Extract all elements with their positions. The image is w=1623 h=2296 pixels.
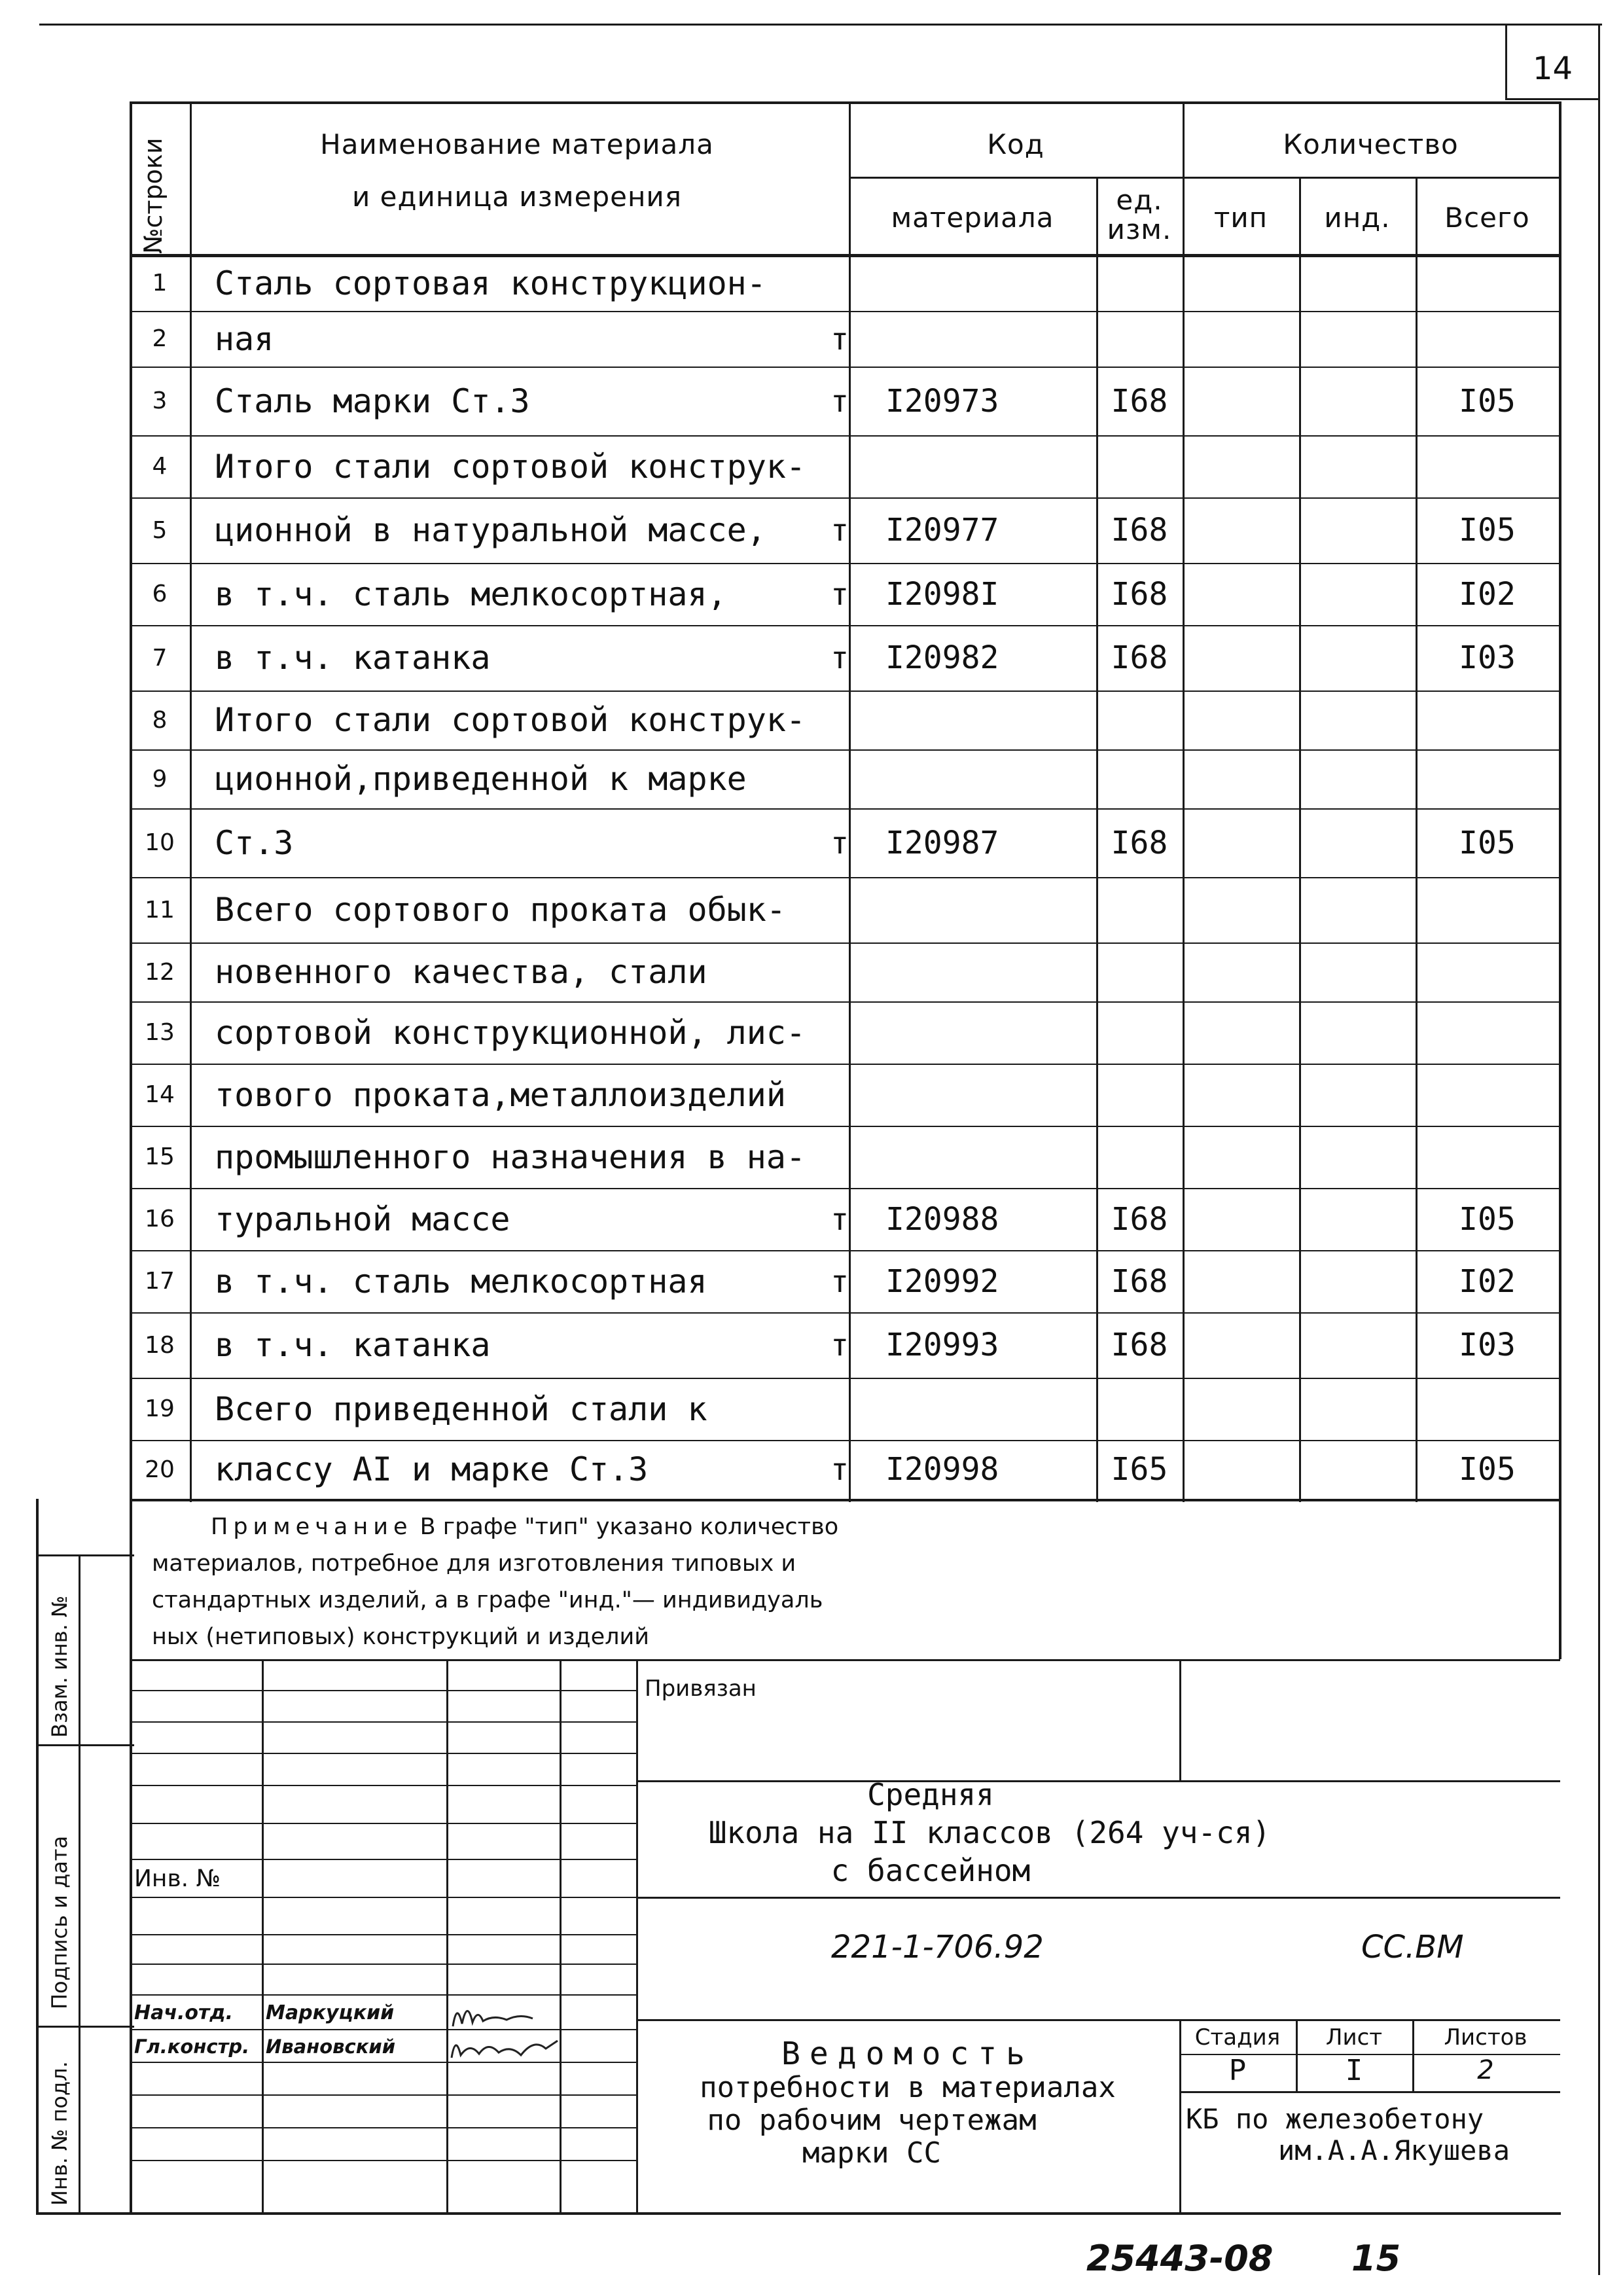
material-code bbox=[849, 749, 1133, 808]
unit-code: I68 bbox=[1111, 382, 1168, 420]
qty-type bbox=[1183, 625, 1299, 691]
qty-type bbox=[1183, 1126, 1299, 1188]
tb-sheet: I bbox=[1345, 2054, 1363, 2087]
row-number: 17 bbox=[145, 1268, 175, 1295]
unit-code bbox=[1096, 1001, 1183, 1064]
unit-code: I68 bbox=[1111, 1263, 1168, 1300]
material-name: Сталь сортовая конструкцион- bbox=[215, 264, 766, 302]
tb-org-line1: КБ по железобетону bbox=[1186, 2103, 1484, 2135]
side-stamp-line bbox=[36, 1554, 134, 1556]
note-line1 bbox=[152, 1509, 1526, 1545]
material-code bbox=[849, 1001, 1133, 1064]
row-number: 4 bbox=[152, 453, 168, 480]
page-number: 14 bbox=[1532, 50, 1573, 87]
qty-ind bbox=[1299, 1126, 1416, 1188]
grid-line bbox=[636, 1897, 1560, 1899]
material-name: в т.ч. катанка bbox=[215, 639, 491, 677]
qty-total bbox=[1416, 1001, 1559, 1064]
grid-line bbox=[446, 1659, 448, 2214]
material-name: в т.ч. сталь мелкосортная bbox=[215, 1262, 707, 1300]
header-code-material: материала bbox=[891, 202, 1054, 234]
grid-line bbox=[130, 1785, 636, 1786]
signature-2 bbox=[448, 2029, 562, 2066]
qty-ind bbox=[1299, 808, 1416, 877]
material-code bbox=[849, 435, 1133, 497]
header-name-line2: и единица измерения bbox=[352, 180, 682, 213]
tb-sheets-label: Листов bbox=[1444, 2024, 1527, 2051]
header-code-unit-l1: ед. bbox=[1116, 183, 1163, 216]
unit-code bbox=[1096, 1064, 1183, 1126]
unit-code: I68 bbox=[1111, 575, 1168, 613]
material-unit: т bbox=[830, 1452, 849, 1487]
table-top-line bbox=[130, 101, 1560, 104]
qty-type bbox=[1183, 691, 1299, 749]
tb-sheet-label: Лист bbox=[1325, 2024, 1383, 2051]
qty-ind bbox=[1299, 311, 1416, 367]
grid-line bbox=[1179, 2091, 1560, 2093]
qty-type bbox=[1183, 877, 1299, 942]
material-unit: т bbox=[830, 321, 849, 357]
qty-ind bbox=[1299, 497, 1416, 563]
tb-inv-no: Инв. № bbox=[134, 1865, 221, 1892]
title-block-top bbox=[130, 1659, 1560, 1661]
grid-line bbox=[560, 1659, 562, 2214]
unit-code: I65 bbox=[1111, 1451, 1168, 1488]
grid-line bbox=[130, 2094, 636, 2096]
material-name: в т.ч. катанка bbox=[215, 1326, 491, 1364]
qty-ind bbox=[1299, 1378, 1416, 1440]
unit-code: I68 bbox=[1111, 1327, 1168, 1363]
row-number: 1 bbox=[152, 270, 168, 296]
tb-stage-label: Стадия bbox=[1194, 2024, 1281, 2051]
qty-type bbox=[1183, 311, 1299, 367]
footer-page: 15 bbox=[1351, 2237, 1401, 2279]
header-qty-total: Всего bbox=[1444, 202, 1530, 234]
qty-ind bbox=[1299, 1250, 1416, 1312]
qty-total: I03 bbox=[1459, 1327, 1516, 1363]
tb-sheets: 2 bbox=[1477, 2055, 1494, 2085]
qty-total bbox=[1416, 691, 1559, 749]
material-name: новенного качества, стали bbox=[215, 953, 707, 991]
footer-archive-number: 25443-08 bbox=[1086, 2237, 1274, 2279]
qty-ind bbox=[1299, 1312, 1416, 1378]
qty-type bbox=[1183, 1064, 1299, 1126]
signature-1 bbox=[448, 1995, 556, 2034]
qty-type bbox=[1183, 1440, 1299, 1499]
unit-code bbox=[1096, 1378, 1183, 1440]
row-number: 19 bbox=[145, 1395, 175, 1422]
unit-code bbox=[1096, 942, 1183, 1001]
qty-ind bbox=[1299, 367, 1416, 435]
tb-project-line2: Школа на II классов (264 уч-ся) bbox=[708, 1815, 1271, 1850]
grid-line bbox=[130, 2127, 636, 2128]
qty-ind bbox=[1299, 1064, 1416, 1126]
material-code bbox=[849, 877, 1133, 942]
tb-name-2: Ивановский bbox=[266, 2036, 396, 2058]
qty-total bbox=[1416, 877, 1559, 942]
unit-code bbox=[1096, 749, 1183, 808]
material-code bbox=[849, 1378, 1133, 1440]
qty-type bbox=[1183, 435, 1299, 497]
tb-doc-title-line4: марки СС bbox=[802, 2136, 941, 2170]
grid-line bbox=[130, 1823, 636, 1824]
material-unit: т bbox=[830, 512, 849, 548]
material-name: тового проката,металлоизделий bbox=[215, 1075, 786, 1114]
qty-type bbox=[1183, 563, 1299, 625]
qty-ind bbox=[1299, 749, 1416, 808]
material-name: ная bbox=[215, 319, 274, 358]
qty-total: I05 bbox=[1459, 1200, 1516, 1238]
side-stamp-inv-podl: Инв. № подл. bbox=[47, 2061, 72, 2206]
qty-ind bbox=[1299, 563, 1416, 625]
note-label: Примечание bbox=[211, 1514, 413, 1540]
row-number: 11 bbox=[145, 896, 175, 924]
qty-total bbox=[1416, 435, 1559, 497]
unit-code bbox=[1096, 435, 1183, 497]
material-name: Всего сортового проката обык- bbox=[215, 891, 786, 929]
tb-role-2: Гл.констр. bbox=[134, 2036, 250, 2058]
qty-ind bbox=[1299, 877, 1416, 942]
qty-total: I02 bbox=[1459, 575, 1516, 613]
row-number: 10 bbox=[145, 829, 175, 856]
qty-type bbox=[1183, 255, 1299, 311]
grid-line bbox=[130, 1499, 132, 2214]
row-number: 5 bbox=[152, 516, 168, 544]
tb-doc-mark: СС.ВМ bbox=[1361, 1929, 1464, 1965]
material-unit: т bbox=[830, 1327, 849, 1363]
unit-code bbox=[1096, 311, 1183, 367]
material-code bbox=[849, 255, 1133, 311]
tb-role-1: Нач.отд. bbox=[134, 2001, 233, 2024]
material-code: I20977 bbox=[885, 512, 999, 548]
qty-total bbox=[1416, 1378, 1559, 1440]
header-name-line1: Наименование материала bbox=[320, 128, 714, 160]
tb-privyazan: Привязан bbox=[645, 1676, 757, 1702]
tb-project-line1: Средняя bbox=[867, 1777, 994, 1812]
material-code: I20993 bbox=[885, 1327, 999, 1363]
qty-total: I05 bbox=[1459, 824, 1516, 861]
grid-line bbox=[130, 1753, 636, 1754]
material-unit: т bbox=[830, 1201, 849, 1237]
qty-type bbox=[1183, 367, 1299, 435]
header-code: Код bbox=[987, 128, 1044, 160]
qty-total: I05 bbox=[1459, 382, 1516, 420]
tb-project-line3: с бассейном bbox=[830, 1853, 1031, 1888]
tb-org-line2: им.А.А.Якушева bbox=[1277, 2134, 1510, 2166]
qty-ind bbox=[1299, 942, 1416, 1001]
grid-line bbox=[262, 1659, 264, 2214]
material-code: I20987 bbox=[885, 824, 999, 861]
row-number: 9 bbox=[152, 765, 168, 793]
row-number: 13 bbox=[145, 1019, 175, 1046]
qty-type bbox=[1183, 1312, 1299, 1378]
material-name: промышленного назначения в на- bbox=[215, 1138, 806, 1176]
material-code: I2098I bbox=[885, 575, 999, 613]
side-stamp-vzam: Взам. инв. № bbox=[47, 1595, 72, 1738]
material-code bbox=[849, 942, 1133, 1001]
material-name: Итого стали сортовой конструк- bbox=[215, 447, 806, 486]
grid-line bbox=[130, 1934, 636, 1935]
unit-code bbox=[1096, 1126, 1183, 1188]
material-code bbox=[849, 311, 1133, 367]
grid-line bbox=[130, 1499, 1560, 1501]
material-code bbox=[849, 691, 1133, 749]
material-code bbox=[849, 1064, 1133, 1126]
grid-line bbox=[130, 2160, 636, 2161]
material-unit: т bbox=[830, 576, 849, 612]
qty-type bbox=[1183, 1250, 1299, 1312]
qty-type bbox=[1183, 1001, 1299, 1064]
grid-line bbox=[36, 2026, 134, 2028]
qty-type bbox=[1183, 1188, 1299, 1250]
material-name: сортовой конструкционной, лис- bbox=[215, 1013, 806, 1052]
qty-total bbox=[1416, 942, 1559, 1001]
header-code-unit-l2: изм. bbox=[1107, 213, 1172, 245]
grid-line bbox=[130, 1964, 636, 1965]
table-right-line bbox=[1559, 101, 1561, 1659]
qty-ind bbox=[1299, 1440, 1416, 1499]
material-code bbox=[849, 1126, 1133, 1188]
unit-code bbox=[1096, 255, 1183, 311]
grid-line bbox=[36, 1744, 134, 1746]
unit-code: I68 bbox=[1111, 824, 1168, 861]
grid-line bbox=[130, 1721, 636, 1723]
row-number: 3 bbox=[152, 387, 168, 414]
note-line2: материалов, потребное для изготовления типовых и bbox=[152, 1551, 796, 1577]
material-unit: т bbox=[830, 640, 849, 675]
qty-total bbox=[1416, 749, 1559, 808]
qty-total bbox=[1416, 311, 1559, 367]
header-qty-type: тип bbox=[1213, 202, 1268, 234]
note-text1: В графе "тип" указано количество bbox=[419, 1514, 839, 1540]
title-block-bottom bbox=[36, 2212, 1561, 2215]
tb-doc-title-line3: по рабочим чертежам bbox=[707, 2104, 1037, 2137]
qty-total bbox=[1416, 1126, 1559, 1188]
material-name: Ст.3 bbox=[215, 823, 294, 862]
row-number: 6 bbox=[152, 581, 168, 607]
side-stamp-divider bbox=[79, 1554, 80, 2214]
tb-name-1: Маркуцкий bbox=[266, 2001, 395, 2024]
row-number: 20 bbox=[145, 1456, 175, 1483]
material-name: Сталь марки Ст.3 bbox=[215, 382, 530, 420]
material-unit: т bbox=[830, 383, 849, 419]
row-number: 18 bbox=[145, 1331, 175, 1359]
qty-ind bbox=[1299, 1001, 1416, 1064]
qty-type bbox=[1183, 1378, 1299, 1440]
qty-type bbox=[1183, 808, 1299, 877]
material-name: в т.ч. сталь мелкосортная, bbox=[215, 575, 727, 613]
header-row-number: №строки bbox=[139, 137, 168, 254]
header-qty-ind: инд. bbox=[1324, 202, 1391, 234]
material-name: ционной,приведенной к марке bbox=[215, 760, 747, 798]
qty-ind bbox=[1299, 1188, 1416, 1250]
row-number: 8 bbox=[152, 706, 168, 734]
material-name: Всего приведенной стали к bbox=[215, 1390, 707, 1428]
row-number: 7 bbox=[152, 644, 168, 672]
grid-line bbox=[1179, 1659, 1181, 1780]
material-name: Итого стали сортовой конструк- bbox=[215, 701, 806, 739]
qty-total: I03 bbox=[1459, 639, 1516, 676]
side-stamp-podpis: Подпись и дата bbox=[47, 1835, 72, 2009]
row-number: 14 bbox=[145, 1081, 175, 1108]
qty-total: I02 bbox=[1459, 1263, 1516, 1300]
qty-ind bbox=[1299, 255, 1416, 311]
qty-total bbox=[1416, 1064, 1559, 1126]
unit-code bbox=[1096, 691, 1183, 749]
material-code: I20982 bbox=[885, 639, 999, 676]
qty-ind bbox=[1299, 625, 1416, 691]
unit-code bbox=[1096, 877, 1183, 942]
note-block bbox=[152, 1509, 1526, 1659]
qty-total: I05 bbox=[1459, 1451, 1516, 1488]
row-number: 16 bbox=[145, 1206, 175, 1232]
side-stamp-left bbox=[36, 1499, 39, 2214]
material-code: I20998 bbox=[885, 1451, 999, 1488]
qty-total: I05 bbox=[1459, 512, 1516, 548]
row-number: 15 bbox=[145, 1143, 175, 1170]
material-name: туральной массе bbox=[215, 1200, 510, 1238]
unit-code: I68 bbox=[1111, 512, 1168, 548]
tb-doc-title-line1: Ведомость bbox=[781, 2036, 1035, 2072]
tb-stage: Р bbox=[1228, 2054, 1247, 2087]
header-quantity: Количество bbox=[1283, 128, 1459, 160]
material-unit: т bbox=[830, 1263, 849, 1299]
material-code: I20988 bbox=[885, 1200, 999, 1238]
tb-doc-title-line2: потребности в материалах bbox=[700, 2071, 1116, 2104]
tb-doc-code: 221-1-706.92 bbox=[831, 1929, 1044, 1965]
qty-total bbox=[1416, 255, 1559, 311]
unit-code: I68 bbox=[1111, 639, 1168, 676]
row-number: 2 bbox=[152, 325, 168, 352]
qty-ind bbox=[1299, 435, 1416, 497]
row-number: 12 bbox=[145, 958, 175, 986]
material-code: I20973 bbox=[885, 382, 999, 420]
note-line4: ных (нетиповых) конструкций и изделий bbox=[152, 1624, 650, 1650]
material-name: классу АI и марке Ст.3 bbox=[215, 1450, 649, 1488]
header-sub-line bbox=[849, 177, 1560, 179]
qty-type bbox=[1183, 942, 1299, 1001]
material-unit: т bbox=[830, 825, 849, 861]
qty-type bbox=[1183, 749, 1299, 808]
material-code: I20992 bbox=[885, 1263, 999, 1300]
note-line3: стандартных изделий, а в графе "инд."— индивидуаль bbox=[152, 1587, 823, 1613]
qty-type bbox=[1183, 497, 1299, 563]
qty-ind bbox=[1299, 691, 1416, 749]
material-name: ционной в натуральной массе, bbox=[215, 511, 766, 549]
grid-line bbox=[130, 1690, 636, 1691]
unit-code: I68 bbox=[1111, 1200, 1168, 1238]
